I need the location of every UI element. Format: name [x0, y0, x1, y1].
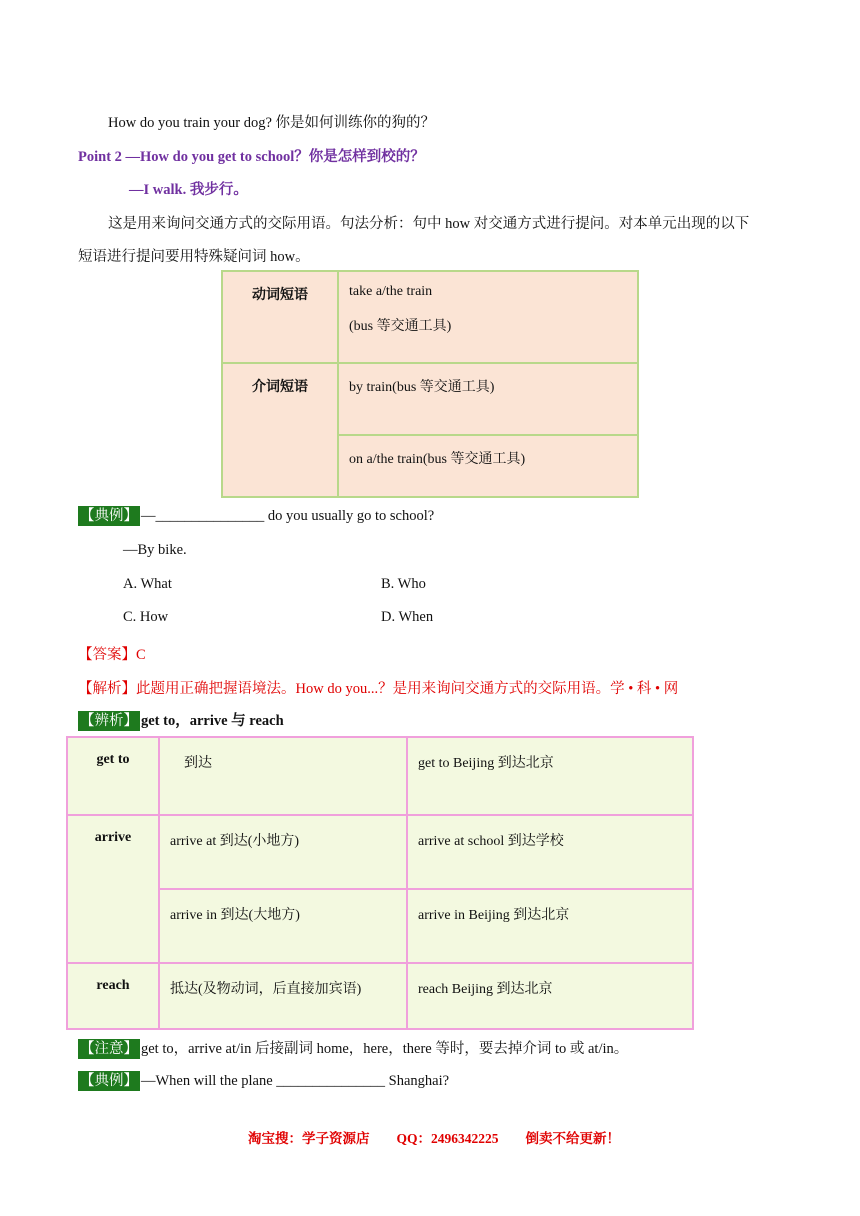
example-1-question [78, 506, 434, 526]
example-1-answer-line: —By bike. [123, 542, 187, 558]
example-cell: arrive at school 到达学校 [407, 815, 693, 889]
analysis-text: 此题用正确把握语境法。How do you...？是用来询问交通方式的交际用语。学 • 科 • 网 [136, 681, 679, 697]
prep-phrase-cell-1: by train(bus 等交通工具) [338, 363, 638, 435]
answer-tag: 【答案】 [78, 647, 136, 663]
option-d: D. When [381, 609, 434, 625]
example-cell: reach Beijing 到达北京 [407, 963, 693, 1029]
distinguish-text: get to，arrive 与 reach [141, 713, 284, 729]
verb-phrase-cell [338, 271, 638, 363]
answer-line [78, 643, 146, 664]
option-b: B. Who [381, 576, 426, 592]
prep-phrase-cell-2: on a/the train(bus 等交通工具) [338, 435, 638, 497]
meaning-cell: 抵达(及物动词，后直接加宾语) [159, 963, 407, 1029]
note-text: get to，arrive at/in 后接副词 home，here，there 等时，要去掉介词 to 或 at/in。 [141, 1041, 629, 1057]
paragraph-line-1: 这是用来询问交通方式的交际用语。句法分析：句中 how 对交通方式进行提问。对本单元出现的以下 [108, 216, 750, 232]
answer-value: C [136, 647, 146, 663]
example-2-tag: 【典例】 [80, 1073, 138, 1089]
walk-answer-line: —I walk. 我步行。 [129, 182, 248, 198]
verb-phrase-header: 动词短语 [222, 271, 338, 363]
option-a: A. What [123, 576, 172, 592]
option-c: C. How [123, 609, 169, 625]
meaning-cell: arrive at 到达(小地方) [159, 815, 407, 889]
analysis-line [78, 677, 678, 698]
distinguish-line [78, 709, 284, 731]
example-cell: get to Beijing 到达北京 [407, 737, 693, 815]
example-2-question: —When will the plane _______________ Shanghai? [141, 1073, 450, 1089]
example-2-line [78, 1071, 449, 1091]
verb-phrase-line-1: take a/the train [349, 284, 433, 299]
verb-phrase-line-2: (bus 等交通工具) [349, 319, 452, 334]
footer-watermark: 淘宝搜：学子资源店 QQ：2496342225 倒卖不给更新！ [248, 1131, 621, 1146]
note-tag: 【注意】 [80, 1041, 138, 1057]
note-line [78, 1037, 628, 1059]
text-line-train-dog: How do you train your dog? 你是如何训练你的狗的？ [108, 115, 436, 131]
example-cell: arrive in Beijing 到达北京 [407, 889, 693, 963]
example-tag: 【典例】 [80, 508, 138, 524]
analysis-tag: 【解析】 [78, 681, 136, 697]
example-1-question-text: —_______________ do you usually go to school? [141, 508, 435, 524]
meaning-cell: arrive in 到达(大地方) [159, 889, 407, 963]
row-head-reach: reach [67, 963, 159, 1029]
comparison-table [66, 736, 694, 1030]
distinguish-tag: 【辨析】 [80, 713, 138, 729]
row-head-get-to: get to [67, 737, 159, 815]
paragraph-line-2: 短语进行提问要用特殊疑问词 how。 [78, 249, 310, 265]
point-2-heading: Point 2 —How do you get to school？你是怎样到校的？ [78, 149, 425, 165]
phrase-table [221, 270, 639, 498]
meaning-cell: 到达 [159, 737, 407, 815]
prep-phrase-header: 介词短语 [222, 363, 338, 497]
row-head-arrive: arrive [67, 815, 159, 963]
